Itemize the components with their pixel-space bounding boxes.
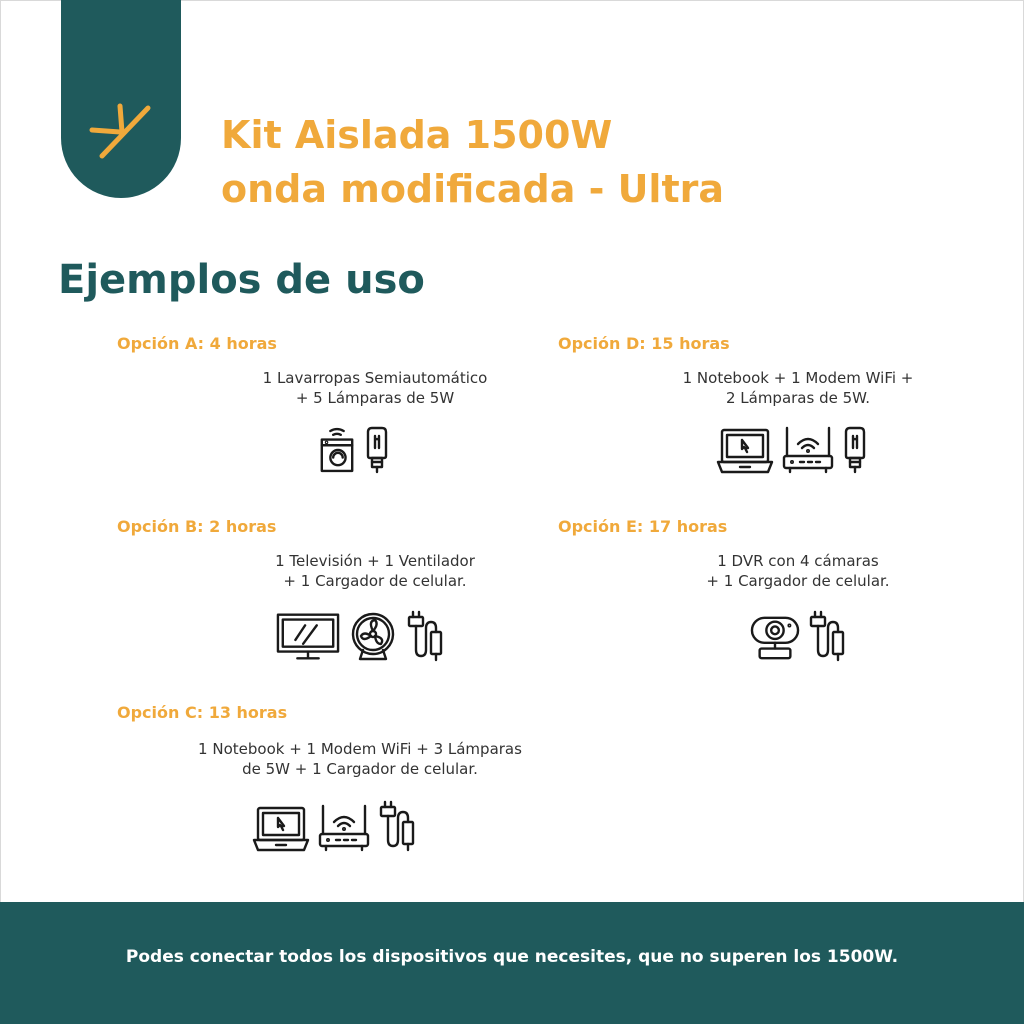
page-title bbox=[221, 108, 724, 216]
option-c-desc-line-1: 1 Notebook + 1 Modem WiFi + 3 Lámparas bbox=[198, 740, 522, 758]
notebook-icon bbox=[252, 806, 310, 852]
option-d-desc-line-1: 1 Notebook + 1 Modem WiFi + bbox=[682, 369, 914, 387]
footer-text: Podes conectar todos los dispositivos que necesites, que no superen los 1500W. bbox=[125, 947, 899, 967]
option-b-label: Opción B: 2 horas bbox=[117, 517, 277, 536]
option-c-desc-line-2: de 5W + 1 Cargador de celular. bbox=[242, 760, 478, 778]
lamp-icon bbox=[842, 426, 868, 474]
section-title: Ejemplos de uso bbox=[58, 257, 425, 303]
option-b-desc-line-1: 1 Televisión + 1 Ventilador bbox=[275, 552, 475, 570]
wifi-modem-icon bbox=[782, 426, 834, 474]
option-d-label: Opción D: 15 horas bbox=[558, 334, 730, 353]
option-d-desc-line-2: 2 Lámparas de 5W. bbox=[725, 389, 871, 407]
option-e-desc-line-2: + 1 Cargador de celular. bbox=[706, 572, 890, 590]
lamp-icon bbox=[364, 426, 390, 474]
option-c-description bbox=[160, 739, 560, 779]
title-line-1: Kit Aislada 1500W bbox=[221, 113, 613, 157]
option-c-label: Opción C: 13 horas bbox=[117, 703, 288, 722]
option-b-description bbox=[190, 551, 560, 591]
washing-machine-icon bbox=[318, 426, 356, 474]
option-a-description bbox=[190, 368, 560, 408]
wifi-modem-icon bbox=[318, 804, 370, 852]
webcam-icon bbox=[750, 614, 800, 662]
notebook-icon bbox=[716, 428, 774, 474]
option-e-description bbox=[620, 551, 976, 591]
option-e-icons bbox=[750, 610, 846, 662]
charger-icon bbox=[378, 800, 416, 852]
option-b-desc-line-2: + 1 Cargador de celular. bbox=[283, 572, 467, 590]
option-c-icons bbox=[252, 800, 416, 852]
option-a-desc-line-1: 1 Lavarropas Semiautomático bbox=[262, 369, 488, 387]
sun-logo-icon bbox=[86, 98, 154, 160]
fan-icon bbox=[348, 612, 398, 662]
option-e-desc-line-1: 1 DVR con 4 cámaras bbox=[717, 552, 879, 570]
option-d-icons bbox=[716, 426, 868, 474]
option-a-icons bbox=[318, 426, 390, 474]
charger-icon bbox=[406, 610, 444, 662]
option-e-label: Opción E: 17 horas bbox=[558, 517, 728, 536]
option-d-description bbox=[620, 368, 976, 408]
option-a-label: Opción A: 4 horas bbox=[117, 334, 277, 353]
option-a-desc-line-2: + 5 Lámparas de 5W bbox=[295, 389, 455, 407]
title-line-2: onda modificada - Ultra bbox=[221, 167, 724, 211]
television-icon bbox=[276, 612, 340, 662]
charger-icon bbox=[808, 610, 846, 662]
option-b-icons bbox=[276, 610, 444, 662]
